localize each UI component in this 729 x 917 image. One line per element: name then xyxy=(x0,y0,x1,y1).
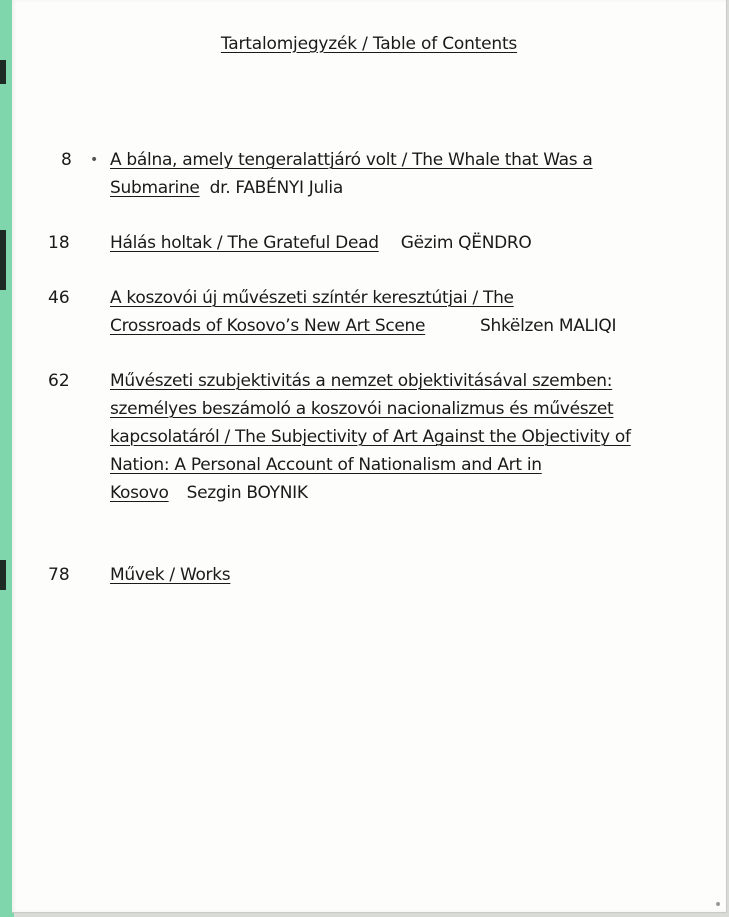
entry-author-line xyxy=(480,312,680,340)
page-number: 62 xyxy=(48,371,70,391)
edge-mark xyxy=(0,60,6,84)
toc-heading: Tartalomjegyzék / Table of Contents xyxy=(220,34,518,54)
bullet-mark: • xyxy=(90,152,99,168)
scan-speck xyxy=(716,902,720,906)
page-number: 78 xyxy=(48,565,70,585)
edge-mark xyxy=(0,560,6,590)
page-number: 46 xyxy=(48,288,70,308)
entry-author: Shkëlzen MALIQI xyxy=(480,316,617,336)
entry-text xyxy=(110,146,690,202)
document-page xyxy=(12,0,727,913)
page-number: 18 xyxy=(48,233,70,253)
entry-title[interactable]: Hálás holtak / The Grateful Dead xyxy=(110,233,379,253)
entry-title[interactable]: Művészeti szubjektivitás a nemzet objektivitásával szemben: személyes beszámoló a koszovói nacionalizmus és művészet kapcsolatáról / The Subjectivity of Art Against the Objectivity of Nation: A Personal Account of Nationalism and Art in Kosovo xyxy=(110,371,631,503)
entry-title[interactable]: Művek / Works xyxy=(110,565,231,585)
entry-text xyxy=(110,284,530,340)
entry-title[interactable]: A koszovói új művészeti színtér keresztútjai / The Crossroads of Kosovo’s New Art Scene xyxy=(110,288,514,336)
entry-text xyxy=(110,561,690,589)
entry-title[interactable]: A bálna, amely tengeralattjáró volt / The Whale that Was a Submarine xyxy=(110,150,593,198)
entry-author: Sezgin BOYNIK xyxy=(186,483,308,503)
edge-mark xyxy=(0,230,6,290)
entry-author: Gëzim QËNDRO xyxy=(400,233,532,253)
page-number: 8 xyxy=(61,150,72,170)
entry-text xyxy=(110,367,655,507)
entry-text xyxy=(110,229,690,257)
entry-author: dr. FABÉNYI Julia xyxy=(209,178,343,198)
